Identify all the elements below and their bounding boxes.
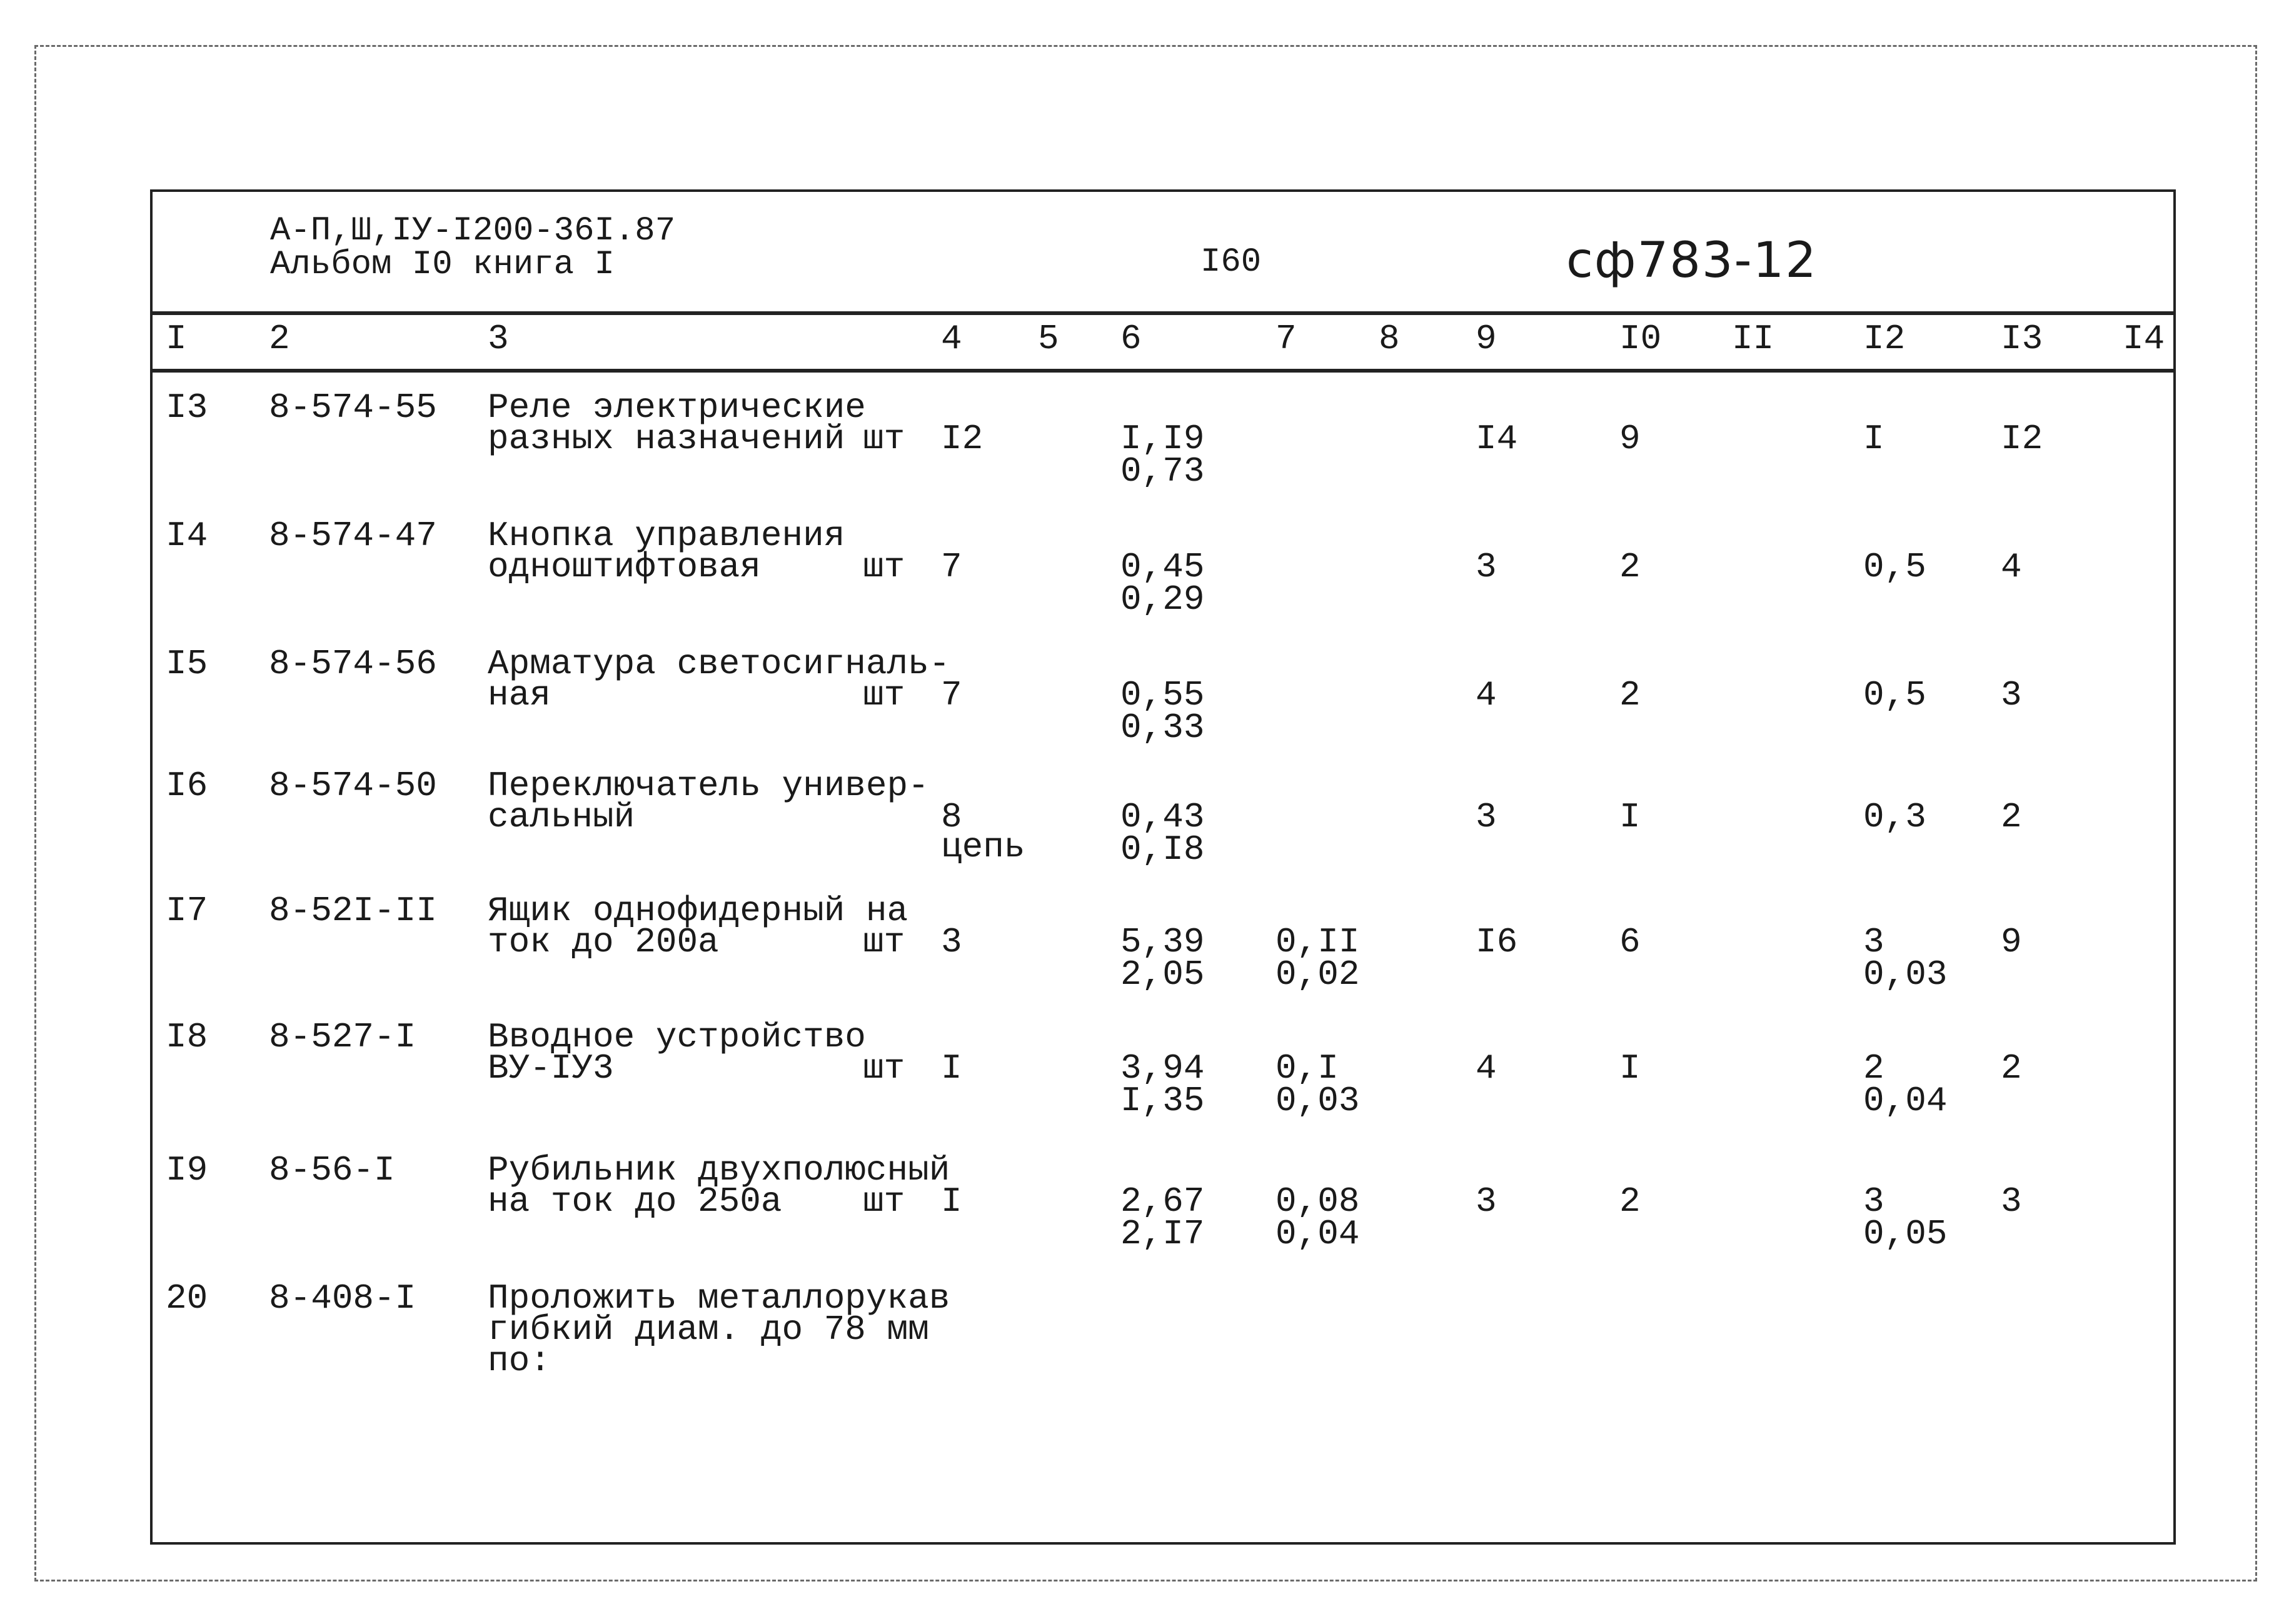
- quantity: 7: [941, 675, 962, 715]
- col12-value: 0,03: [1863, 955, 1948, 995]
- work-name-line: сальный: [488, 797, 635, 837]
- col12-value: 3: [1863, 1181, 1884, 1221]
- col10-value: 2: [1619, 547, 1641, 587]
- work-name-line: гибкий диам. до 78 мм: [488, 1310, 929, 1350]
- unit-of-measure: шт: [863, 1181, 905, 1221]
- work-name-line: ток до 200а: [488, 922, 719, 962]
- col10-value: I: [1619, 797, 1641, 837]
- col7-value: 0,02: [1275, 955, 1360, 995]
- norm-code: 8-574-50: [269, 766, 437, 806]
- col6-value: 3,94: [1120, 1048, 1205, 1088]
- column-number-5: 5: [1038, 319, 1059, 359]
- work-name-line: Вводное устройство: [488, 1017, 866, 1057]
- col9-value: 3: [1476, 797, 1497, 837]
- row-index: I5: [166, 644, 208, 684]
- col6-value: 0,43: [1120, 797, 1205, 837]
- header-rule-bottom: [150, 369, 2176, 373]
- column-number-7: 7: [1275, 319, 1297, 359]
- page-number: I60: [1200, 243, 1262, 281]
- album-label: Альбом I0 книга I: [270, 246, 615, 284]
- col13-value: 3: [2001, 1181, 2022, 1221]
- norm-code: 8-52I-II: [269, 891, 437, 931]
- work-name-line: ная: [488, 675, 551, 715]
- col6-value: 5,39: [1120, 922, 1205, 962]
- col12-value: 2: [1863, 1048, 1884, 1088]
- col13-value: I2: [2001, 419, 2043, 459]
- work-name-line: Проложить металлорукав: [488, 1278, 950, 1318]
- work-name-line: по:: [488, 1341, 551, 1381]
- col10-value: 2: [1619, 675, 1641, 715]
- col7-value: 0,08: [1275, 1181, 1360, 1221]
- work-name-line: Арматура светосигналь-: [488, 644, 950, 684]
- col9-value: I6: [1476, 922, 1518, 962]
- col9-value: 4: [1476, 1048, 1497, 1088]
- work-name-line: Рубильник двухполюсный: [488, 1150, 950, 1190]
- col9-value: I4: [1476, 419, 1518, 459]
- row-index: I4: [166, 516, 208, 556]
- col10-value: I: [1619, 1048, 1641, 1088]
- col12-value: 0,04: [1863, 1081, 1948, 1121]
- col6-value: 2,67: [1120, 1181, 1205, 1221]
- quantity: I2: [941, 419, 984, 459]
- col12-value: 0,05: [1863, 1214, 1948, 1254]
- work-name-line: ВУ-IУ3: [488, 1048, 614, 1088]
- column-number-4: 4: [941, 319, 962, 359]
- col9-value: 3: [1476, 1181, 1497, 1221]
- col13-value: 2: [2001, 1048, 2022, 1088]
- quantity: цепь: [941, 827, 1025, 867]
- col12-value: 0,5: [1863, 675, 1926, 715]
- col6-value: 0,55: [1120, 675, 1205, 715]
- norm-code: 8-574-56: [269, 644, 437, 684]
- unit-of-measure: шт: [863, 547, 905, 587]
- col7-value: 0,04: [1275, 1214, 1360, 1254]
- work-name-line: Переключатель универ-: [488, 766, 929, 806]
- col12-value: 0,3: [1863, 797, 1926, 837]
- col6-value: 0,73: [1120, 451, 1205, 491]
- col7-value: 0,03: [1275, 1081, 1360, 1121]
- col6-value: 2,05: [1120, 955, 1205, 995]
- work-name-line: Ящик однофидерный на: [488, 891, 908, 931]
- col6-value: I,35: [1120, 1081, 1205, 1121]
- col13-value: 3: [2001, 675, 2022, 715]
- unit-of-measure: шт: [863, 419, 905, 459]
- column-number-10: I0: [1619, 319, 1662, 359]
- unit-of-measure: шт: [863, 675, 905, 715]
- col6-value: 0,29: [1120, 579, 1205, 619]
- norm-code: 8-574-55: [269, 388, 437, 428]
- column-number-3: 3: [488, 319, 509, 359]
- col6-value: I,I9: [1120, 419, 1205, 459]
- norm-code: 8-56-I: [269, 1150, 395, 1190]
- work-name-line: Реле электрические: [488, 388, 866, 428]
- handwritten-stamp: сф783-12: [1566, 233, 1818, 289]
- column-number-11: II: [1732, 319, 1774, 359]
- work-name-line: одноштифтовая: [488, 547, 761, 587]
- column-number-14: I4: [2123, 319, 2165, 359]
- column-number-9: 9: [1476, 319, 1497, 359]
- column-number-13: I3: [2001, 319, 2043, 359]
- norm-code: 8-574-47: [269, 516, 437, 556]
- col12-value: 0,5: [1863, 547, 1926, 587]
- col9-value: 3: [1476, 547, 1497, 587]
- row-index: I7: [166, 891, 208, 931]
- column-number-2: 2: [269, 319, 290, 359]
- col6-value: 2,I7: [1120, 1214, 1205, 1254]
- column-number-8: 8: [1379, 319, 1400, 359]
- col6-value: 0,I8: [1120, 830, 1205, 870]
- col6-value: 0,45: [1120, 547, 1205, 587]
- quantity: 8: [941, 797, 962, 837]
- col10-value: 6: [1619, 922, 1641, 962]
- quantity: 3: [941, 922, 962, 962]
- row-index: I6: [166, 766, 208, 806]
- row-index: I8: [166, 1017, 208, 1057]
- col10-value: 9: [1619, 419, 1641, 459]
- unit-of-measure: шт: [863, 1048, 905, 1088]
- work-name-line: разных назначений: [488, 419, 845, 459]
- col13-value: 9: [2001, 922, 2022, 962]
- work-name-line: на ток до 250а: [488, 1181, 782, 1221]
- col12-value: 3: [1863, 922, 1884, 962]
- header-rule-top: [150, 311, 2176, 315]
- quantity: I: [941, 1181, 962, 1221]
- col9-value: 4: [1476, 675, 1497, 715]
- norm-code: 8-408-I: [269, 1278, 416, 1318]
- norm-code: 8-527-I: [269, 1017, 416, 1057]
- quantity: 7: [941, 547, 962, 587]
- column-number-1: I: [166, 319, 187, 359]
- row-index: I3: [166, 388, 208, 428]
- quantity: I: [941, 1048, 962, 1088]
- row-index: I9: [166, 1150, 208, 1190]
- col6-value: 0,33: [1120, 708, 1205, 748]
- column-number-12: I2: [1863, 319, 1906, 359]
- document-code: А-П,Ш,IУ-I200-36I.87: [270, 212, 676, 250]
- col10-value: 2: [1619, 1181, 1641, 1221]
- col7-value: 0,II: [1275, 922, 1360, 962]
- col7-value: 0,I: [1275, 1048, 1339, 1088]
- col12-value: I: [1863, 419, 1884, 459]
- col13-value: 4: [2001, 547, 2022, 587]
- work-name-line: Кнопка управления: [488, 516, 845, 556]
- column-number-6: 6: [1120, 319, 1142, 359]
- unit-of-measure: шт: [863, 922, 905, 962]
- row-index: 20: [166, 1278, 208, 1318]
- col13-value: 2: [2001, 797, 2022, 837]
